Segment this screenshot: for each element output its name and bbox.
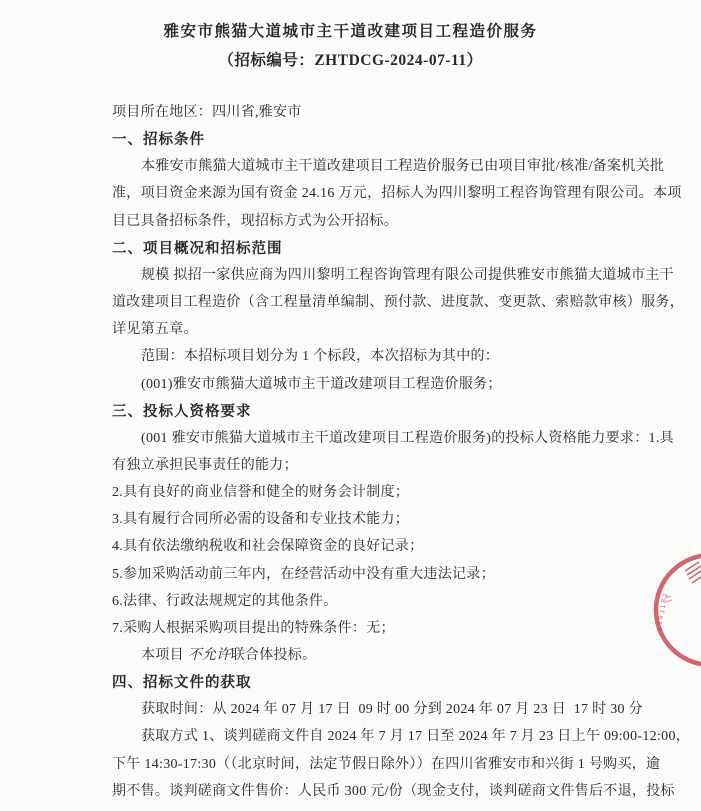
section-2-scale-line: 规模 拟招一家供应商为四川黎明工程咨询管理有限公司提供雅安市熊猫大道城市主干 [141, 267, 674, 283]
seal-smudges [665, 596, 672, 602]
project-location-line: 项目所在地区：四川省,雅安市 [112, 105, 302, 120]
official-red-seal [641, 548, 701, 673]
seal-ring [656, 555, 701, 665]
section-2-heading: 二、项目概况和招标范围 [112, 240, 283, 257]
obtain-time-line: 获取时间：从 2024 年 07 月 17 日 09 时 00 分到 2024 年 07 月 23 日 17 时 30 分 [141, 702, 643, 718]
qualification-item-2: 2.具有良好的商业信誉和健全的财务会计制度； [112, 485, 410, 501]
seal-hatch-marks [685, 562, 701, 583]
obtain-method-line: 获取方式 1、谈判磋商文件自 2024 年 7 月 17 日至 2024 年 7 月 23 日上午 09:00-12:00， [141, 729, 691, 745]
tender-number-subtitle: （招标编号：ZHTDCG-2024-07-11） [218, 52, 483, 69]
obtain-method-line: 下午 14:30-17:30（（北京时间，法定节假日除外））在四川省雅安市和兴街 1 号购买，逾 [112, 756, 661, 772]
section-1-para-line: 本雅安市熊猫大道城市主干道改建项目工程造价服务已由项目审批/核准/备案机关批 [141, 159, 665, 175]
no-joint-venture-line [141, 644, 316, 664]
section-1-para-line: 目已具备招标条件，现招标方式为公开招标。 [112, 213, 398, 229]
section-2-scale-line: 详见第五章。 [112, 322, 198, 338]
section-1-heading: 一、招标条件 [112, 132, 205, 149]
qualification-line: 有独立承担民事责任的能力； [112, 457, 298, 473]
qualification-line: (001 雅安市熊猫大道城市主干道改建项目工程造价服务)的投标人资格能力要求：1.具 [141, 430, 674, 446]
section-1-para-line: 准，项目资金来源为国有资金 24.16 万元，招标人为四川黎明工程咨询管理有限公司。本项 [112, 186, 682, 202]
qualification-item-3: 3.具有履行合同所必需的设备和专业技术能力； [112, 512, 410, 528]
section-2-lot-line: (001)雅安市熊猫大道城市主干道改建项目工程造价服务； [141, 376, 502, 392]
qualification-item-4: 4.具有依法缴纳税收和社会保障资金的良好记录； [112, 539, 424, 555]
section-2-scope-line: 范围：本招标项目划分为 1 个标段，本次招标为其中的： [141, 349, 500, 365]
section-2-scale-line: 道改建项目工程造价（含工程量清单编制、预付款、进度款、变更款、索赔款审核）服务， [112, 295, 684, 311]
section-4-heading: 四、招标文件的获取 [112, 675, 252, 692]
document-title: 雅安市熊猫大道城市主干道改建项目工程造价服务 [163, 23, 538, 40]
obtain-method-line: 期不售。谈判磋商文件售价：人民币 300 元/份（现金支付，谈判磋商文件售后不退，投标 [112, 783, 675, 799]
qualification-item-6: 6.法律、行政法规规定的其他条件。 [112, 593, 338, 609]
seal-arc-digits: 5101181 [656, 590, 670, 631]
section-3-heading: 三、投标人资格要求 [112, 403, 252, 420]
qualification-item-5: 5.参加采购活动前三年内，在经营活动中没有重大违法记录； [112, 566, 495, 582]
qualification-item-7: 7.采购人根据采购项目提出的特殊条件：无； [112, 620, 395, 636]
no-jv-prefix: 本项目 [141, 648, 188, 663]
no-jv-suffix: 联合体投标。 [230, 648, 317, 663]
no-jv-emphasis: 不允许 [187, 648, 231, 663]
